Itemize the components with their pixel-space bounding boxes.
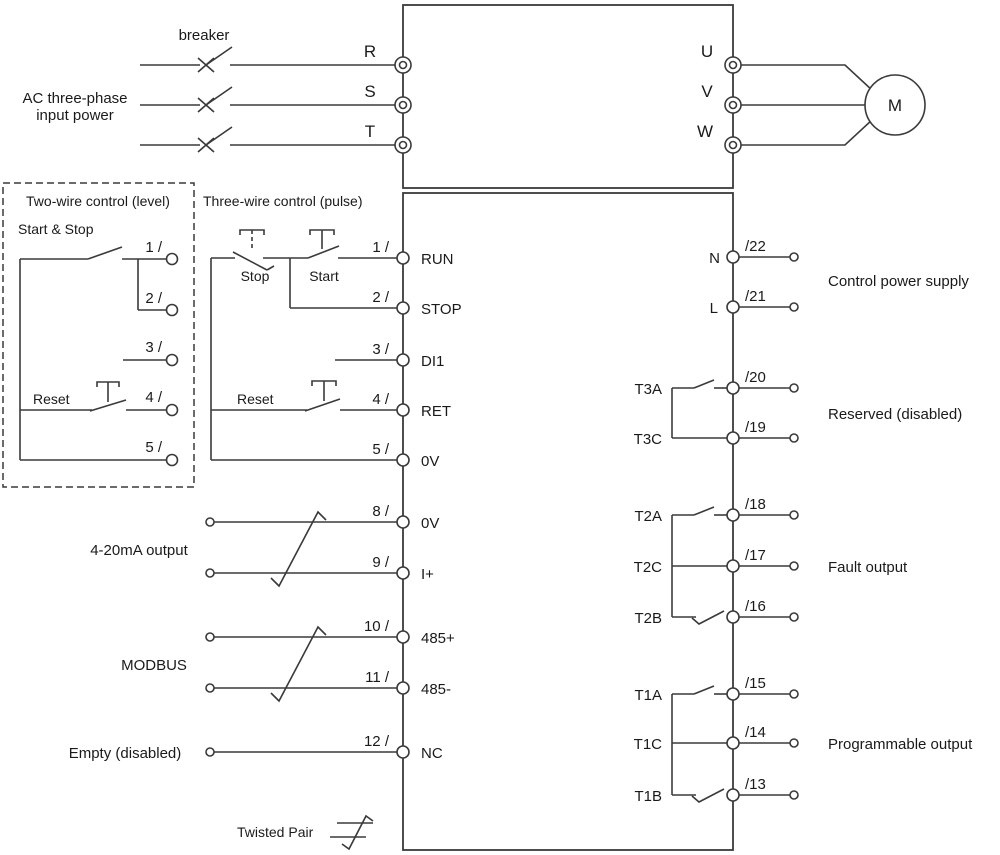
terminal-stop: STOP [421, 301, 462, 318]
pin-1: 1 / [372, 239, 389, 256]
pin-20: /20 [745, 369, 766, 386]
pin-2: 2 / [372, 289, 389, 306]
empty-section [69, 745, 397, 762]
three-wire-circuit [211, 230, 397, 460]
two-wire-pin-2: 2 / [145, 290, 162, 307]
section-fault-output: Fault output [828, 559, 908, 576]
pin-19: /19 [745, 419, 766, 436]
breaker-switch-t [140, 127, 395, 152]
terminal-485-minus: 485- [421, 681, 452, 698]
phase-t-label: T [364, 122, 376, 141]
pin-5: 5 / [372, 441, 389, 458]
analog-output-section [90, 512, 397, 586]
terminal-t1c: T1C [633, 736, 662, 753]
terminal-t1b: T1B [634, 788, 662, 805]
right-stub-wires [739, 253, 798, 799]
pin-10: 10 / [363, 618, 389, 635]
rst-terminals [395, 57, 411, 153]
two-wire-circuit [20, 247, 178, 466]
twisted-pair-legend [237, 816, 373, 849]
phase-r-label: R [363, 42, 377, 61]
breaker-switch-r [140, 47, 395, 72]
pin-12: 12 / [363, 733, 389, 750]
start-stop-label: Start & Stop [18, 221, 94, 237]
terminal-0v-1: 0V [421, 453, 440, 470]
phase-s-label: S [364, 82, 376, 101]
terminal-t3c: T3C [633, 431, 662, 448]
phase-u-label: U [700, 42, 714, 61]
terminal-485-plus: 485+ [421, 630, 455, 647]
power-unit-box [403, 5, 733, 188]
terminal-t2b: T2B [634, 610, 662, 627]
section-programmable-output: Programmable output [828, 736, 973, 753]
terminal-t1a: T1A [634, 687, 662, 704]
relay-t2 [672, 507, 727, 624]
pin-21: /21 [745, 288, 766, 305]
phase-v-label: V [701, 82, 713, 101]
motor-section [697, 42, 925, 153]
terminal-t2a: T2A [634, 508, 662, 525]
pin-4: 4 / [372, 391, 389, 408]
section-control-power: Control power supply [828, 273, 969, 290]
breaker-switch-s [140, 87, 395, 112]
pin-9: 9 / [372, 554, 389, 571]
terminal-n: N [709, 250, 720, 267]
relay-t1 [672, 686, 727, 802]
terminal-0v-2: 0V [421, 515, 440, 532]
pin-16: /16 [745, 598, 766, 615]
breaker-label: breaker [178, 27, 230, 44]
pin-3: 3 / [372, 341, 389, 358]
three-wire-reset-label: Reset [237, 391, 274, 407]
terminal-i-plus: I+ [421, 566, 434, 583]
start-button-label: Start [309, 268, 339, 284]
two-wire-title: Two-wire control (level) [26, 193, 170, 209]
terminal-t3a: T3A [634, 381, 662, 398]
terminal-ret: RET [421, 403, 451, 420]
two-wire-reset-label: Reset [33, 391, 70, 407]
input-power-label-line1: AC three-phase [22, 90, 128, 107]
two-wire-pin-5: 5 / [145, 439, 162, 456]
twisted-pair-symbol [342, 816, 373, 849]
terminal-run: RUN [421, 251, 454, 268]
pin-13: /13 [745, 776, 766, 793]
pin-22: /22 [745, 238, 766, 255]
terminal-t2c: T2C [633, 559, 662, 576]
pin-17: /17 [745, 547, 766, 564]
two-wire-control [3, 183, 194, 487]
modbus-label: MODBUS [121, 657, 187, 674]
twisted-pair-label: Twisted Pair [237, 824, 314, 840]
two-wire-pin-1: 1 / [145, 239, 162, 256]
analog-output-label: 4-20mA output [90, 542, 188, 559]
twisted-pair-mark-modbus [271, 627, 326, 701]
empty-label: Empty (disabled) [68, 745, 182, 762]
two-wire-pin-4: 4 / [145, 389, 162, 406]
pin-15: /15 [745, 675, 766, 692]
terminal-di1: DI1 [421, 353, 445, 370]
two-wire-pin-3: 3 / [145, 339, 162, 356]
pin-18: /18 [745, 496, 766, 513]
input-power-label-line2: input power [36, 107, 114, 124]
phase-w-label: W [696, 122, 714, 141]
pin-14: /14 [745, 724, 766, 741]
terminal-nc: NC [421, 745, 443, 762]
terminal-l: L [709, 300, 718, 317]
uvw-terminals [725, 57, 741, 153]
relay-t3 [672, 380, 727, 438]
motor-wires [741, 65, 873, 145]
motor-label: M [887, 96, 903, 115]
pin-11: 11 / [365, 669, 389, 686]
three-wire-title: Three-wire control (pulse) [203, 193, 363, 209]
three-wire-control [203, 193, 397, 460]
pin-8: 8 / [372, 503, 389, 520]
control-unit-box [403, 193, 733, 850]
stop-button-label: Stop [240, 268, 270, 284]
section-reserved: Reserved (disabled) [828, 406, 963, 423]
breaker-section [22, 27, 411, 153]
modbus-section [121, 627, 397, 701]
twisted-pair-mark-analog [271, 512, 326, 586]
